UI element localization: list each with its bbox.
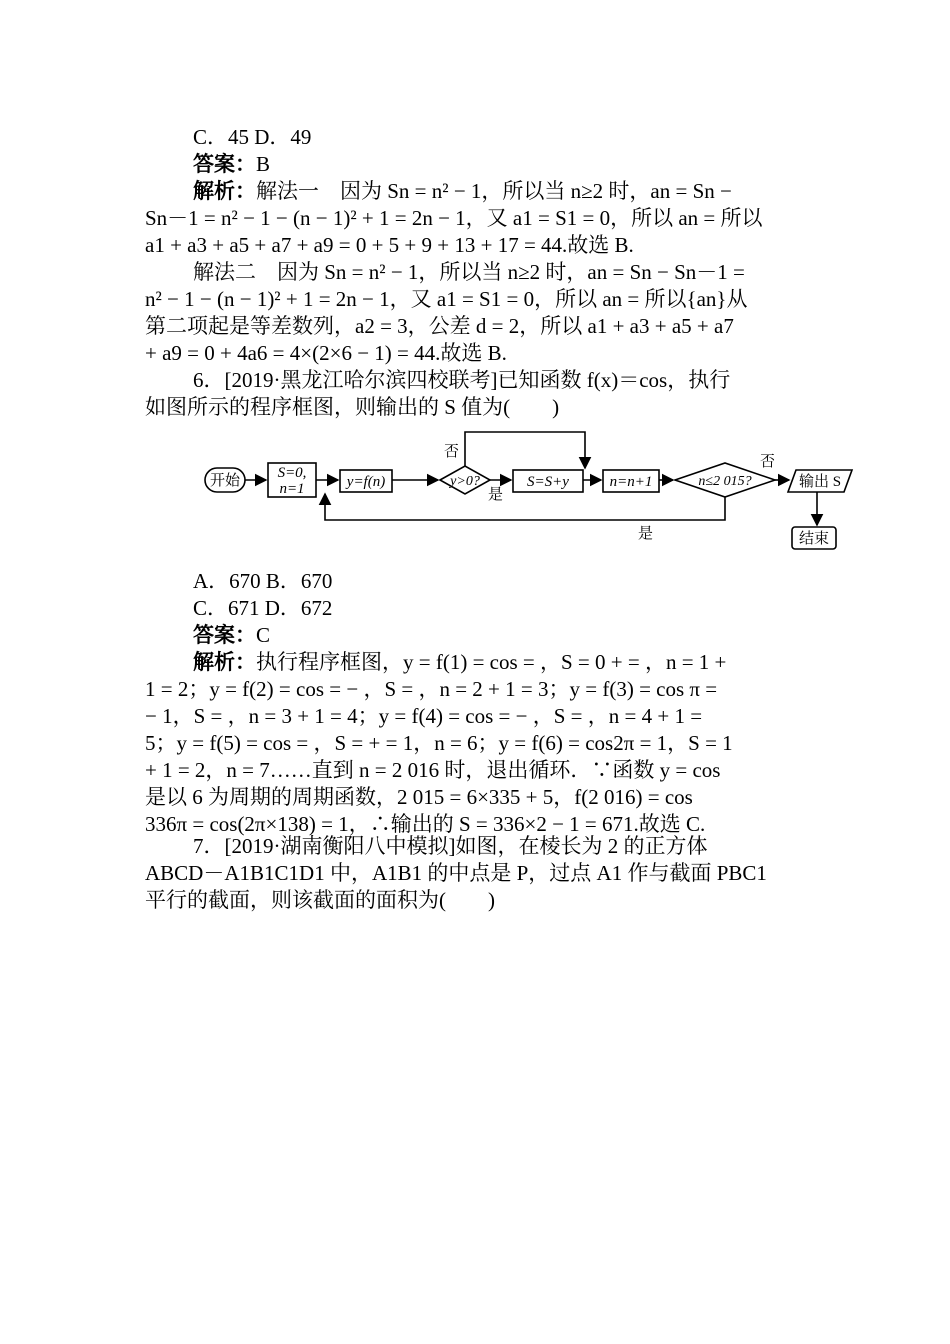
analysis-line-4: 解法二 因为 Sn = n² − 1，所以当 n≥2 时，an = Sn − Sn－1 = (193, 260, 745, 284)
analysis-label-2: 解析： (193, 650, 256, 674)
answer-line-2 (193, 622, 810, 649)
analysis2-line-6: 是以 6 为周期的周期函数，2 015 = 6×335 + 5，f(2 016) = cos (145, 785, 693, 809)
analysis2-line-7: 336π = cos(2π×138) = 1，∴输出的 S = 336×2 − 1 = 671.故选 C. (145, 812, 706, 836)
analysis-line-3: a1 + a3 + a5 + a7 + a9 = 0 + 5 + 9 + 13 + 17 = 44.故选 B. (145, 233, 634, 257)
no-label-2: 否 (760, 454, 776, 470)
start-label: 开始 (209, 473, 241, 489)
answer-label: 答案： (193, 152, 256, 176)
choice-line-ab: A．670 B．670 (193, 569, 333, 593)
analysis2-line-3: − 1，S = ，n = 3 + 1 = 4；y = f(4) = cos = − ，S = ，n = 4 + 1 = (145, 704, 703, 728)
question-7-line-2: ABCD－A1B1C1D1 中，A1B1 的中点是 P，过点 A1 作与截面 PBC1 (145, 861, 767, 885)
no-label-1: 否 (444, 444, 460, 460)
assign-y-label: y=f(n) (346, 474, 386, 490)
analysis2-line-4: 5；y = f(5) = cos = ，S = + = 1，n = 6；y = f(6) = cos2π = 1，S = 1 (145, 731, 733, 755)
cond-n-label: n≤2 015? (698, 474, 752, 489)
analysis-line-7: + a9 = 0 + 4a6 = 4×(2×6 − 1) = 44.故选 B. (145, 341, 507, 365)
incr-label: n=n+1 (609, 474, 653, 490)
answer-value-2: C (256, 623, 271, 647)
analysis-line-2: Sn－1 = n² − 1 − (n − 1)² + 1 = 2n − 1，又 a1 = S1 = 0，所以 an = 所以 (145, 206, 763, 230)
analysis2-text: 执行程序框图，y = f(1) = cos = ，S = 0 + = ，n = 1 + (256, 650, 727, 674)
analysis2-line-5: + 1 = 2，n = 7……直到 n = 2 016 时，退出循环．∵函数 y = cos (145, 758, 721, 782)
init-s-label: S=0, (277, 465, 307, 481)
flowchart-svg (200, 400, 860, 555)
question-7-line-1: 7．[2019·湖南衡阳八中模拟]如图，在棱长为 2 的正方体 (193, 834, 708, 858)
analysis-text: 解法一 因为 Sn = n² − 1，所以当 n≥2 时，an = Sn − (256, 179, 732, 203)
answer-value: B (256, 152, 271, 176)
sum-label: S=S+y (527, 474, 569, 490)
analysis-line-1 (193, 178, 810, 205)
analysis2-line-2: 1 = 2；y = f(2) = cos = − ，S = ，n = 2 + 1 = 3；y = f(3) = cos π = (145, 677, 718, 701)
init-n-label: n=1 (279, 481, 305, 497)
program-flowchart (200, 400, 860, 555)
cond-y-label: y>0? (450, 474, 480, 489)
analysis-line-5: n² − 1 − (n − 1)² + 1 = 2n − 1，又 a1 = S1 = 0，所以 an = 所以{an}从 (145, 287, 748, 311)
analysis2-line-1 (193, 649, 810, 676)
analysis-line-6: 第二项起是等差数列，a2 = 3，公差 d = 2，所以 a1 + a3 + a5 + a7 (145, 314, 734, 338)
output-label: 输出 S (798, 474, 842, 490)
analysis-label: 解析： (193, 179, 256, 203)
answer-line (193, 151, 810, 178)
choice-line-cd: C．45 D．49 (193, 125, 312, 149)
question-6-line-1: 6．[2019·黑龙江哈尔滨四校联考]已知函数 f(x)＝cos，执行 (193, 368, 731, 392)
end-label: 结束 (798, 531, 830, 547)
answer-label-2: 答案： (193, 623, 256, 647)
question-7-line-3: 平行的截面，则该截面的面积为( ) (145, 888, 495, 912)
question-6-line-2: 如图所示的程序框图，则输出的 S 值为( ) (145, 395, 560, 419)
yes-label-2: 是 (638, 526, 654, 542)
yes-label-1: 是 (488, 487, 504, 503)
choice-line-cd-2: C．671 D．672 (193, 596, 333, 620)
